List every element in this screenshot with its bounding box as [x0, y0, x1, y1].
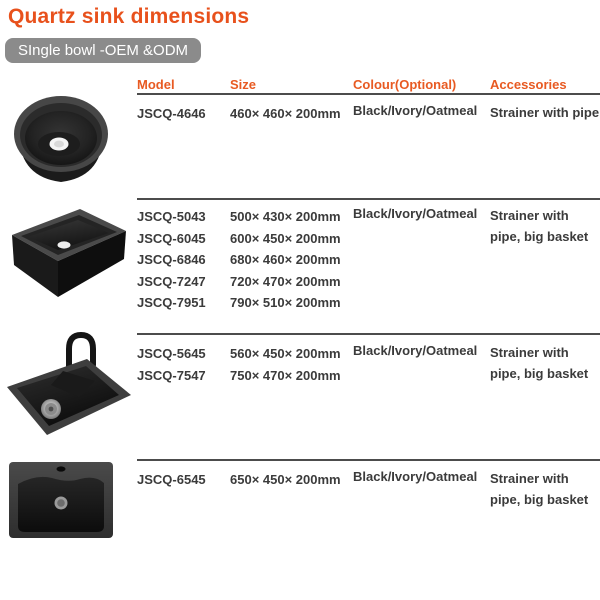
colour-cell: Black/Ivory/Oatmeal: [353, 469, 478, 484]
round-sink-image: [7, 93, 115, 188]
colour-cell: Black/Ivory/Oatmeal: [353, 343, 478, 358]
model-cell: JSCQ-7951: [137, 295, 206, 310]
size-cell: 650× 450× 200mm: [230, 472, 341, 487]
size-cell: 720× 470× 200mm: [230, 273, 341, 289]
front-view-sink-image: [8, 460, 114, 540]
size-cell: 750× 470× 200mm: [230, 367, 341, 383]
size-cell: 460× 460× 200mm: [230, 106, 341, 121]
accessories-cell: Strainer with pipe: [490, 105, 600, 120]
size-cell: 560× 450× 200mm: [230, 346, 341, 361]
accessories-cell: Strainer with pipe, big basket: [490, 208, 589, 244]
rectangular-sink-image: [6, 203, 130, 303]
model-cell: JSCQ-5043: [137, 209, 206, 224]
column-header-accessories: Accessories: [490, 77, 567, 92]
category-badge: SIngle bowl -OEM &ODM: [5, 38, 201, 63]
model-cell: JSCQ-6545: [137, 472, 206, 487]
size-cell: 680× 460× 200mm: [230, 252, 341, 267]
column-header-colour: Colour(Optional): [353, 77, 457, 92]
model-cell: JSCQ-6045: [137, 230, 206, 246]
accessories-cell: Strainer with pipe, big basket: [490, 471, 589, 507]
sink-with-faucet-image: [3, 325, 135, 439]
colour-cell: Black/Ivory/Oatmeal: [353, 103, 478, 118]
divider-line: [137, 333, 600, 335]
size-cell: 600× 450× 200mm: [230, 230, 341, 246]
divider-line: [137, 459, 600, 461]
divider-line: [137, 93, 600, 95]
accessories-cell: Strainer with pipe, big basket: [490, 345, 589, 381]
page-title: Quartz sink dimensions: [8, 5, 250, 28]
model-cell: JSCQ-6846: [137, 252, 206, 267]
size-cell: 790× 510× 200mm: [230, 295, 341, 310]
model-cell: JSCQ-5645: [137, 346, 206, 361]
column-header-model: Model: [137, 77, 175, 92]
size-cell: 500× 430× 200mm: [230, 209, 341, 224]
model-cell: JSCQ-7547: [137, 367, 206, 383]
column-header-size: Size: [230, 77, 257, 92]
colour-cell: Black/Ivory/Oatmeal: [353, 206, 478, 221]
model-cell: JSCQ-4646: [137, 106, 206, 121]
model-cell: JSCQ-7247: [137, 273, 206, 289]
divider-line: [137, 198, 600, 200]
